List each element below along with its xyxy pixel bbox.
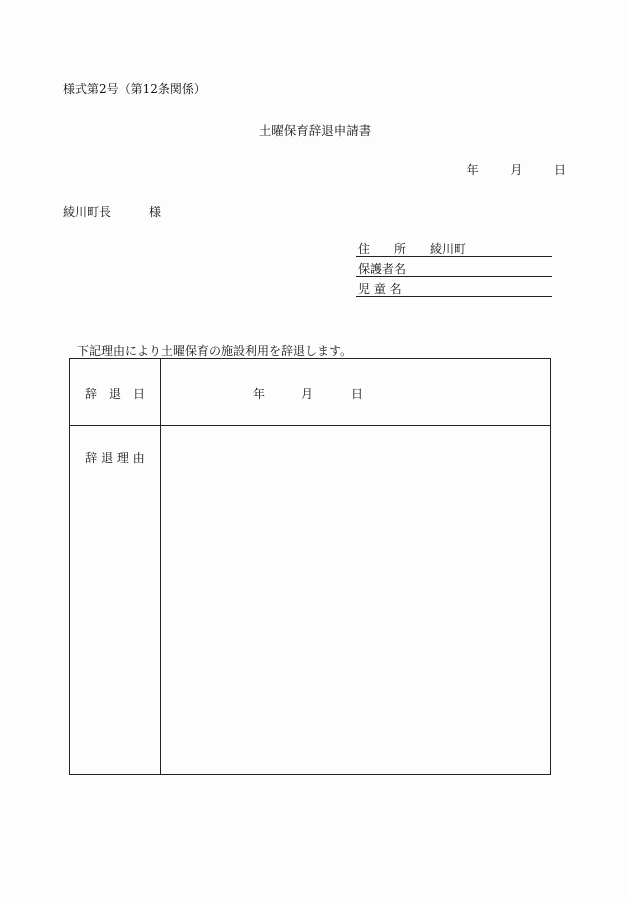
statement: 下記理由により土曜保育の施設利用を辞退します。 (77, 344, 353, 358)
date-month-label: 月 (510, 163, 523, 177)
address-row[interactable] (356, 240, 552, 257)
withdraw-date-label: 辞 退 日 (84, 387, 145, 401)
addressee (63, 203, 161, 220)
withdraw-reason-label: 辞 退 理 由 (85, 451, 145, 465)
addressee-name: 綾川町長 (63, 205, 112, 219)
row-divider (70, 425, 550, 426)
withdraw-day-label: 日 (351, 387, 364, 401)
withdraw-reason-field[interactable] (166, 431, 544, 768)
withdrawal-table (69, 358, 551, 775)
addressee-honorific: 様 (149, 205, 162, 219)
withdraw-year-label: 年 (253, 387, 266, 401)
guardian-row[interactable] (356, 260, 552, 277)
withdraw-month-label: 月 (301, 387, 314, 401)
child-row[interactable] (356, 280, 552, 297)
page-title: 土曜保育辞退申請書 (258, 123, 372, 138)
guardian-label: 保護者名 (358, 262, 407, 276)
column-divider (160, 359, 161, 774)
form-number: 様式第2号（第12条関係） (63, 82, 206, 96)
address-label: 住 所 (358, 242, 407, 256)
date-year-label: 年 (466, 163, 479, 177)
child-label: 児 童 名 (358, 282, 402, 296)
address-field[interactable]: 綾川町 (430, 242, 467, 256)
date-day-label: 日 (553, 163, 566, 177)
application-date (467, 161, 566, 178)
